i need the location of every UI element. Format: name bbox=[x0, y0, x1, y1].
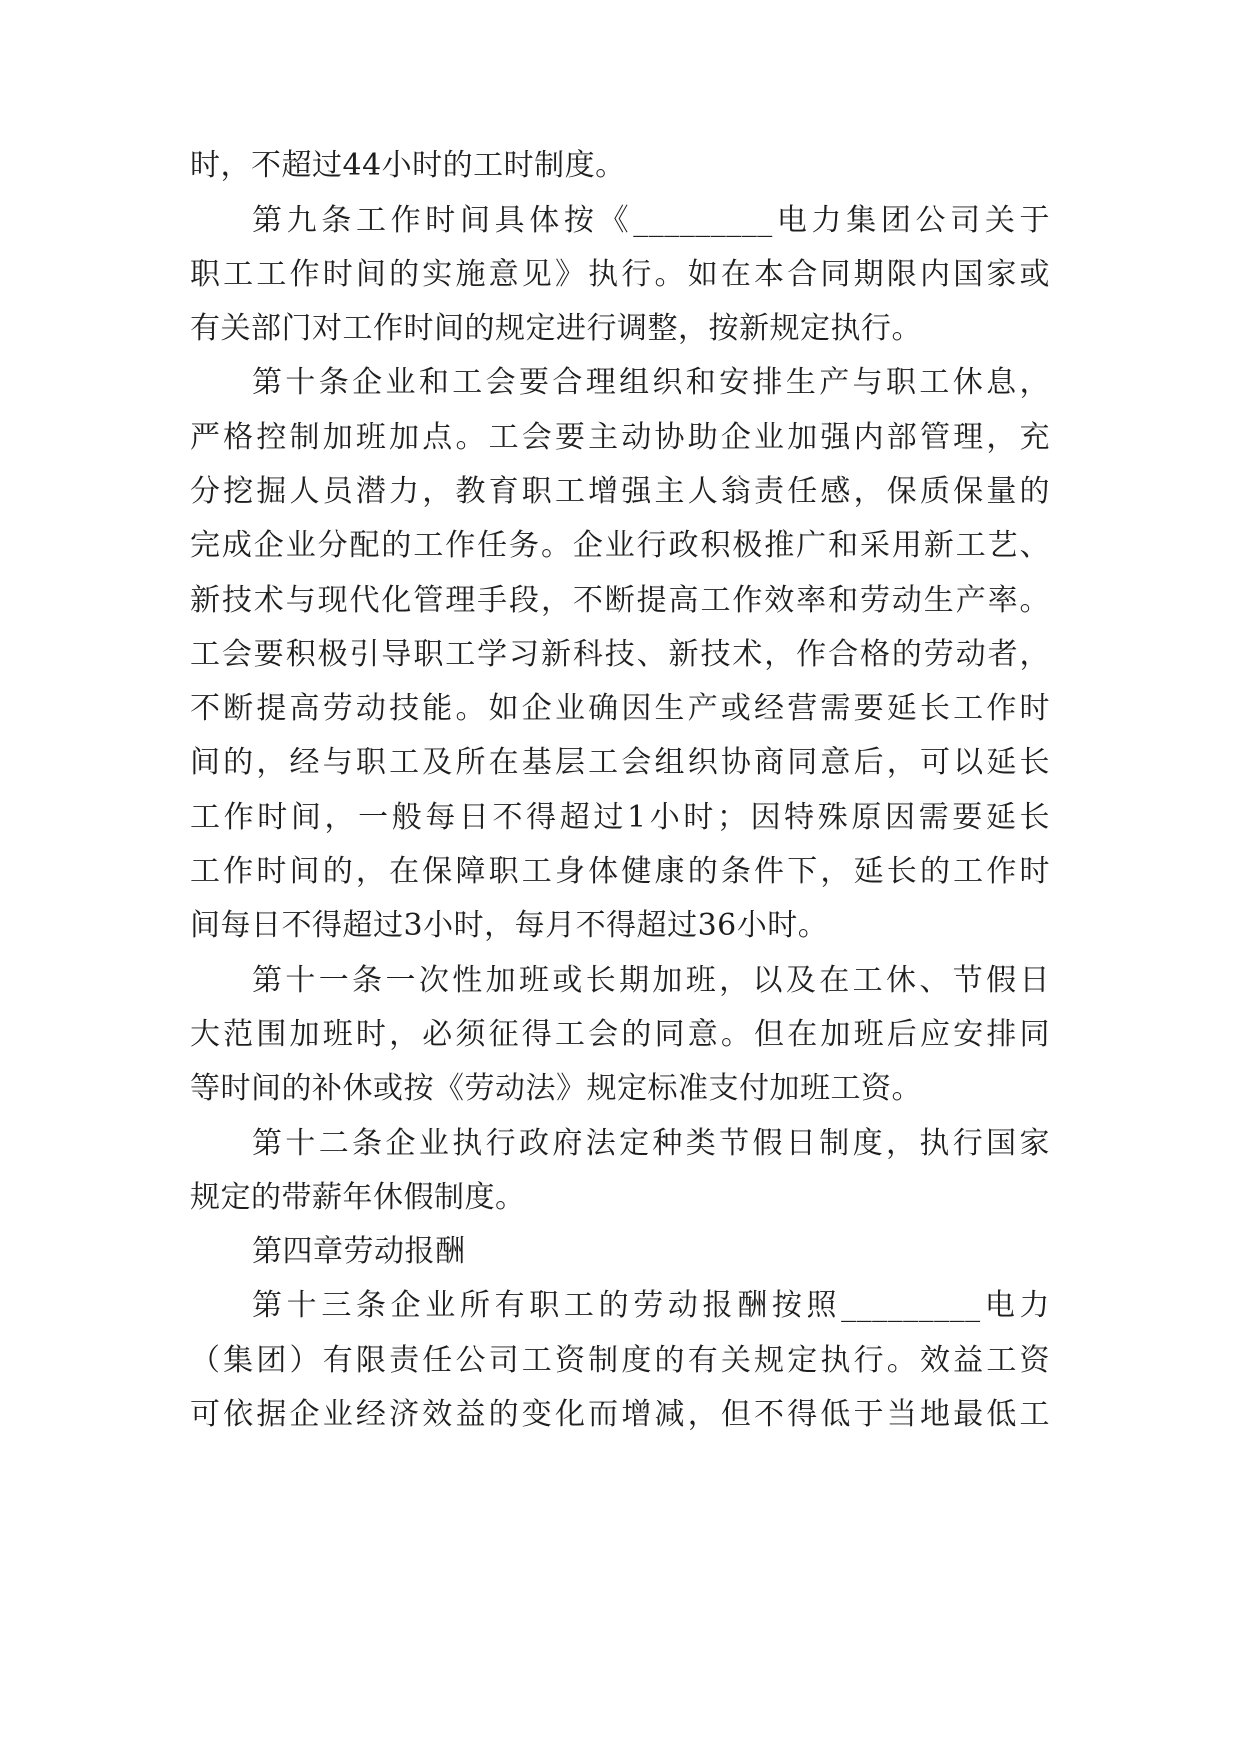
text-line: 分挖掘人员潜力，教育职工增强主人翁责任感，保质保量的 bbox=[190, 474, 1050, 509]
text-line: 有关部门对工作时间的规定进行调整，按新规定执行。 bbox=[190, 311, 922, 346]
text-line: 间每日不得超过3小时，每月不得超过36小时。 bbox=[190, 908, 829, 943]
text-line: （集团）有限责任公司工资制度的有关规定执行。效益工资 bbox=[190, 1343, 1050, 1378]
text-line: 不断提高劳动技能。如企业确因生产或经营需要延长工作时 bbox=[190, 691, 1050, 726]
text-line: 第九条工作时间具体按《_________电力集团公司关于 bbox=[252, 203, 1050, 238]
text-line: 第十三条企业所有职工的劳动报酬按照_________电力 bbox=[252, 1288, 1050, 1323]
text-line: 职工工作时间的实施意见》执行。如在本合同期限内国家或 bbox=[190, 257, 1050, 292]
text-line: 间的，经与职工及所在基层工会组织协商同意后，可以延长 bbox=[190, 745, 1050, 780]
text-line: 第十一条一次性加班或长期加班，以及在工休、节假日 bbox=[252, 963, 1050, 998]
text-line: 工作时间，一般每日不得超过1小时；因特殊原因需要延长 bbox=[190, 800, 1050, 835]
text-line: 时，不超过44小时的工时制度。 bbox=[190, 148, 626, 183]
text-line: 新技术与现代化管理手段，不断提高工作效率和劳动生产率。 bbox=[190, 583, 1050, 618]
text-line: 工作时间的，在保障职工身体健康的条件下，延长的工作时 bbox=[190, 854, 1050, 889]
text-line: 可依据企业经济效益的变化而增减，但不得低于当地最低工 bbox=[190, 1397, 1050, 1432]
text-line: 工会要积极引导职工学习新科技、新技术，作合格的劳动者， bbox=[190, 637, 1050, 672]
text-line: 严格控制加班加点。工会要主动协助企业加强内部管理，充 bbox=[190, 420, 1050, 455]
chapter-heading: 第四章劳动报酬 bbox=[252, 1234, 466, 1269]
text-line: 大范围加班时，必须征得工会的同意。但在加班后应安排同 bbox=[190, 1017, 1050, 1052]
text-line: 第十条企业和工会要合理组织和安排生产与职工休息， bbox=[252, 365, 1050, 400]
text-line: 第十二条企业执行政府法定种类节假日制度，执行国家 bbox=[252, 1126, 1050, 1161]
text-line: 等时间的补休或按《劳动法》规定标准支付加班工资。 bbox=[190, 1071, 922, 1106]
text-line: 规定的带薪年休假制度。 bbox=[190, 1180, 526, 1215]
text-line: 完成企业分配的工作任务。企业行政积极推广和采用新工艺、 bbox=[190, 528, 1050, 563]
